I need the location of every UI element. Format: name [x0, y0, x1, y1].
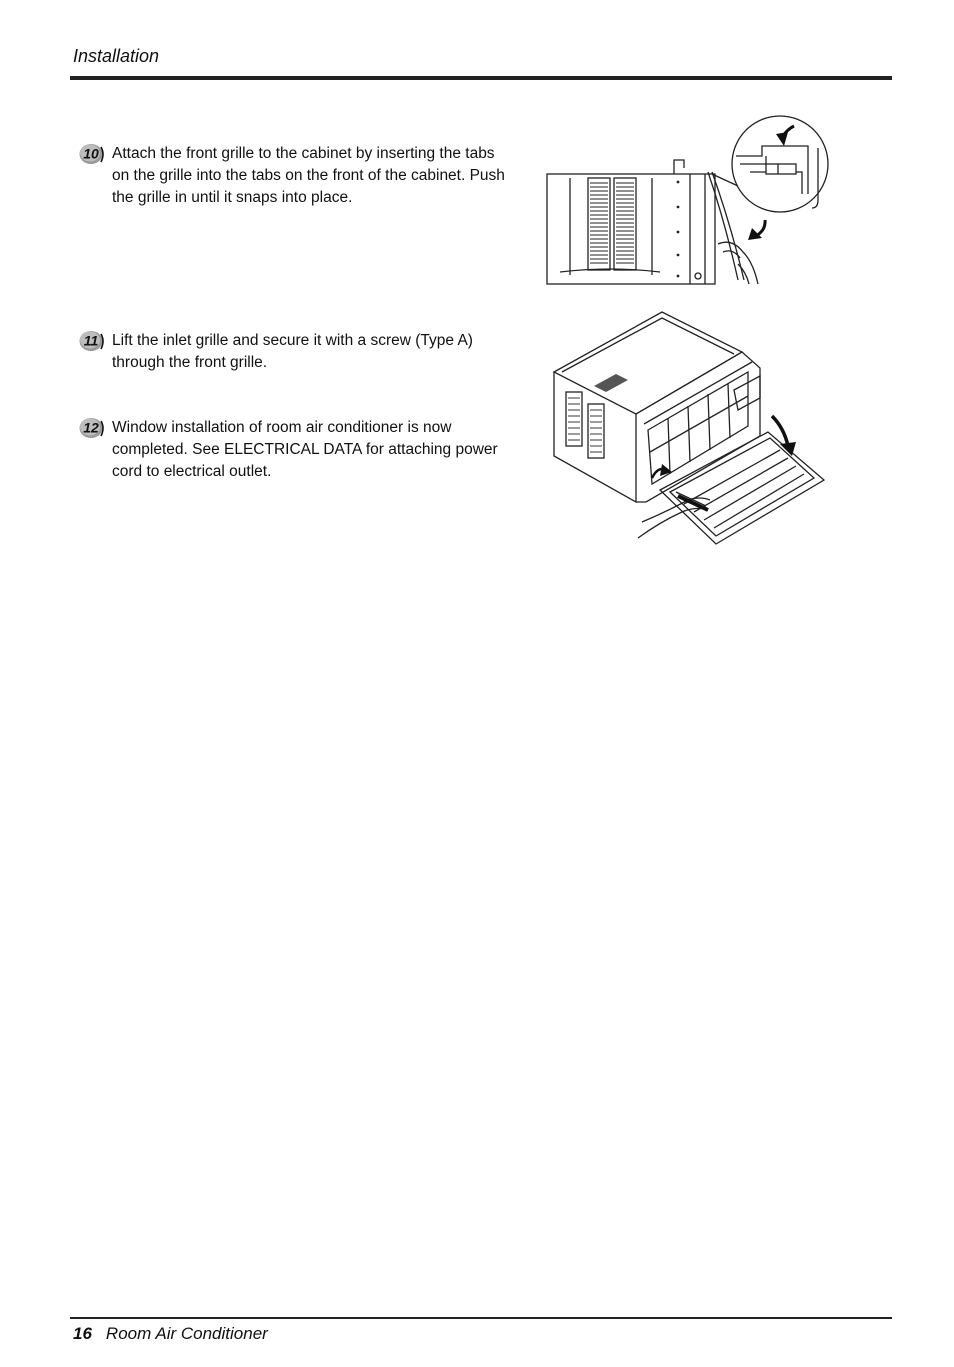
step-text: Window installation of room air conditioner is now completed. See ELECTRICAL DATA for attaching power cord to electrical outlet. — [112, 419, 498, 480]
step-badge-12 — [79, 417, 105, 439]
step-badge-11 — [79, 330, 105, 352]
step-text: Attach the front grille to the cabinet by inserting the tabs on the grille into the tabs on the front of the cabinet. Push the grille in until it snaps into place. — [112, 145, 505, 206]
page-number: 16 — [73, 1324, 92, 1343]
section-title: Installation — [73, 46, 160, 66]
step-badge-10 — [79, 143, 105, 165]
page-footer — [73, 1324, 268, 1344]
front-grille-attach-illustration — [540, 112, 840, 290]
svg-text:10: 10 — [83, 145, 99, 162]
step-text: Lift the inlet grille and secure it with a screw (Type A) through the front grille. — [112, 332, 473, 371]
inlet-grille-screw-illustration — [548, 306, 830, 548]
svg-text:12: 12 — [83, 419, 99, 436]
header-rule — [70, 76, 892, 80]
footer-rule — [70, 1317, 892, 1319]
manual-title: Room Air Conditioner — [105, 1324, 268, 1343]
svg-text:11: 11 — [83, 332, 99, 349]
